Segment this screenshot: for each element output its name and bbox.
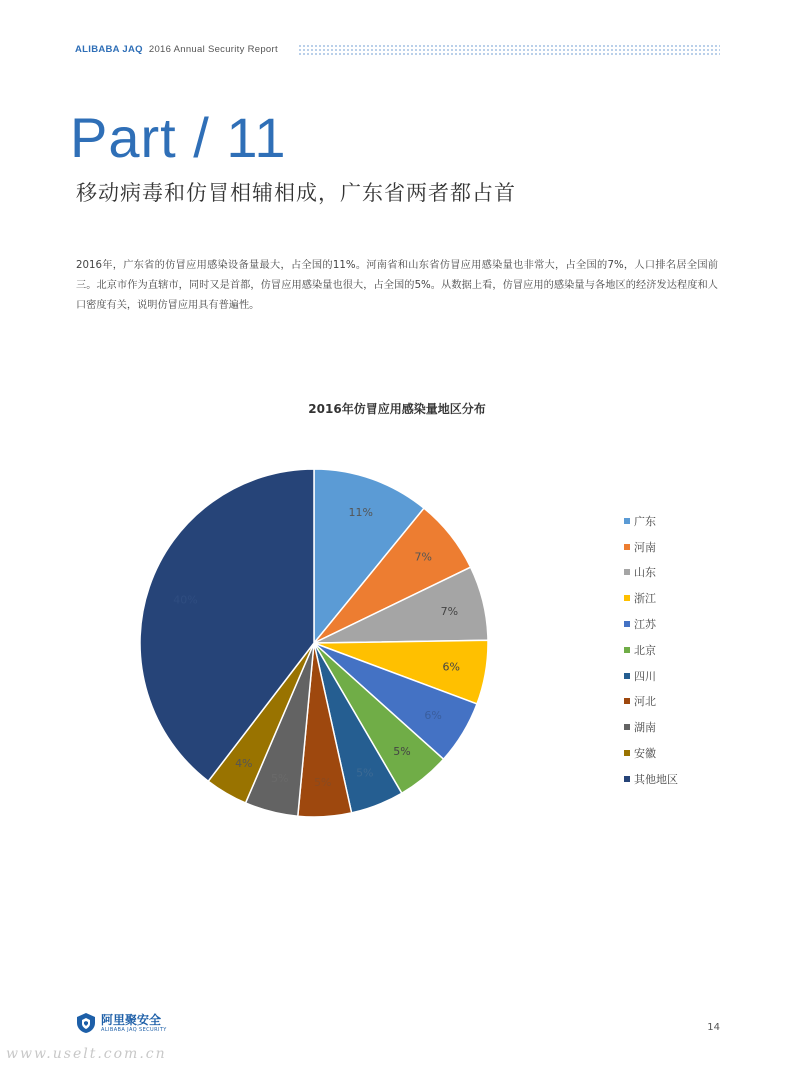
legend-item-9 xyxy=(624,740,678,766)
logo-text-en: ALIBABA JAQ SECURITY xyxy=(101,1027,167,1033)
page-number: 14 xyxy=(707,1022,720,1033)
legend-item-6 xyxy=(624,663,678,689)
legend-label: 湖南 xyxy=(634,721,656,735)
pie-label-1: 7% xyxy=(414,550,432,564)
chart-legend xyxy=(624,508,678,792)
legend-swatch xyxy=(624,518,630,524)
pie-label-3: 6% xyxy=(442,660,460,674)
body-paragraph: 2016年，广东省的仿冒应用感染设备量最大，占全国的11%。河南省和山东省仿冒应用感染量也非常大，占全国的7%，人口排名居全国前三。北京市作为直辖市，同时又是首都，仿冒应用感染量也很大，占全国的5%。从数据上看，仿冒应用的感染量与各地区的经济发达程度和人口密度有关，说明仿冒应用具有普遍性。 xyxy=(76,260,718,311)
pie-label-7: 5% xyxy=(313,775,332,789)
legend-swatch xyxy=(624,750,630,756)
pie-label-9: 4% xyxy=(235,757,253,771)
chart-title: 2016年仿冒应用感染量地区分布 xyxy=(308,402,486,416)
legend-swatch xyxy=(624,569,630,575)
legend-swatch xyxy=(624,776,630,782)
legend-swatch xyxy=(624,673,630,679)
pie-label-0: 11% xyxy=(348,505,373,519)
watermark: www.uselt.com.cn xyxy=(6,1046,167,1062)
logo-text-cn: 阿里聚安全 xyxy=(101,1013,162,1027)
legend-item-7 xyxy=(624,689,678,715)
header-brand: ALIBABA JAQ xyxy=(75,44,143,55)
legend-label: 浙江 xyxy=(634,592,656,606)
part-title: Part / 11 xyxy=(70,106,287,169)
section-subtitle: 移动病毒和仿冒相辅相成，广东省两者都占首 xyxy=(76,181,516,205)
legend-label: 北京 xyxy=(634,643,656,657)
legend-swatch xyxy=(624,595,630,601)
pie-label-4: 6% xyxy=(424,709,442,723)
legend-swatch xyxy=(624,647,630,653)
legend-label: 四川 xyxy=(634,669,656,683)
legend-swatch xyxy=(624,698,630,704)
footer-logo xyxy=(76,1012,167,1034)
pie-label-10: 40% xyxy=(173,593,198,607)
shield-logo-icon xyxy=(76,1012,96,1034)
legend-label: 山东 xyxy=(634,566,656,580)
legend-item-3 xyxy=(624,585,678,611)
legend-label: 广东 xyxy=(634,514,656,528)
legend-item-4 xyxy=(624,611,678,637)
legend-item-1 xyxy=(624,534,678,560)
legend-label: 其他地区 xyxy=(634,772,678,786)
legend-item-0 xyxy=(624,508,678,534)
pie-label-6: 5% xyxy=(356,766,374,780)
legend-label: 河北 xyxy=(634,695,656,709)
legend-swatch xyxy=(624,544,630,550)
legend-swatch xyxy=(624,724,630,730)
legend-item-8 xyxy=(624,714,678,740)
legend-swatch xyxy=(624,621,630,627)
legend-label: 安徽 xyxy=(634,747,656,761)
legend-item-10 xyxy=(624,766,678,792)
pie-label-5: 5% xyxy=(393,744,411,758)
header-report-name: 2016 Annual Security Report xyxy=(148,44,278,55)
legend-item-5 xyxy=(624,637,678,663)
legend-label: 江苏 xyxy=(634,618,656,632)
pie-label-2: 7% xyxy=(440,604,459,618)
legend-item-2 xyxy=(624,560,678,586)
legend-label: 河南 xyxy=(634,540,656,554)
pie-label-8: 5% xyxy=(270,771,289,785)
